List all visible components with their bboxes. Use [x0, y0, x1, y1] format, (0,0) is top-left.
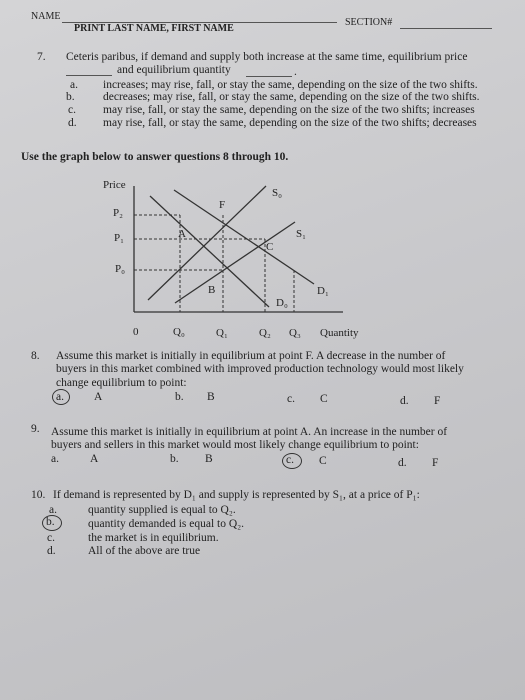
q9-number: 9.: [31, 423, 40, 435]
q10-option-c-text: the market is in equilibrium.: [88, 532, 219, 544]
point-label-a: A: [178, 228, 186, 240]
q10-option-a-letter: a.: [49, 504, 57, 516]
q8-option-b-text: B: [207, 391, 215, 403]
q9-option-d-letter: d.: [398, 457, 407, 469]
price-label-p2: P₂: [113, 207, 123, 219]
q7-number: 7.: [37, 51, 46, 63]
q10-option-d-text: All of the above are true: [88, 545, 201, 557]
q8-option-c-text: C: [320, 393, 328, 405]
q7-stem-line2: and equilibrium quantity: [117, 64, 231, 76]
q9-option-d-text: F: [432, 457, 439, 469]
q8-number: 8.: [31, 350, 40, 362]
section-label: SECTION#: [345, 17, 393, 28]
q9-option-a-letter: a.: [51, 453, 59, 465]
curve-label-d1: D₁: [317, 285, 329, 297]
supply-curve-s1: [175, 222, 295, 303]
point-label-c: C: [266, 241, 274, 253]
q9-stem-line2: buyers and sellers in this market would most likely change equilibrium to point:: [51, 439, 419, 451]
q9-option-c-letter: c.: [286, 454, 294, 466]
quantity-label-q1: Q₁: [216, 327, 228, 339]
curve-label-d0: D₀: [276, 297, 288, 309]
q10-option-d-letter: d.: [47, 545, 56, 557]
point-label-f: F: [219, 199, 226, 211]
q7-stem-line1: Ceteris paribus, if demand and supply both increase at the same time, equilibrium price: [66, 51, 468, 63]
price-label-p0: P₀: [115, 263, 125, 275]
q9-option-b-text: B: [205, 453, 213, 465]
q8-option-c-letter: c.: [287, 393, 295, 405]
q8-stem-line1: Assume this market is initially in equilibrium at point F. A decrease in the number of: [56, 350, 446, 362]
q10-option-c-letter: c.: [47, 532, 55, 544]
point-label-b: B: [208, 284, 216, 296]
q7-option-b-letter: b.: [66, 91, 75, 103]
q10-option-a-text: quantity supplied is equal to Q₂.: [88, 504, 236, 516]
y-axis-label: Price: [103, 179, 126, 191]
q8-option-a-letter: a.: [56, 391, 64, 403]
q9-stem-line1: Assume this market is initially in equilibrium at point A. An increase in the number of: [51, 426, 448, 438]
q8-option-d-text: F: [434, 395, 441, 407]
q9-option-a-text: A: [90, 453, 99, 465]
q7-option-d-letter: d.: [68, 117, 77, 129]
q9-option-c-text: C: [319, 455, 327, 467]
name-label: NAME: [31, 11, 61, 22]
q10-number: 10.: [31, 489, 46, 501]
q7-option-d-text: may rise, fall, or stay the same, depending on the size of the two shifts; decreases: [103, 117, 477, 129]
quantity-label-q0: Q₀: [173, 326, 185, 338]
q8-stem-line3: change equilibrium to point:: [56, 377, 187, 389]
q9-option-b-letter: b.: [170, 453, 179, 465]
q7-option-a-letter: a.: [70, 79, 78, 91]
origin-label: 0: [133, 326, 139, 338]
curve-label-s1: S₁: [296, 228, 306, 240]
q8-option-d-letter: d.: [400, 395, 409, 407]
q10-option-b-text: quantity demanded is equal to Q₂.: [88, 518, 245, 530]
q7-option-c-text: may rise, fall, or stay the same, depending on the size of the two shifts; increases: [103, 104, 475, 116]
price-label-p1: P₁: [114, 232, 124, 244]
graph-instruction: Use the graph below to answer questions 8 through 10.: [21, 151, 289, 163]
q7-option-a-text: increases; may rise, fall, or stay the same, depending on the size of the two shifts.: [103, 79, 478, 91]
quantity-label-q3: Q₃: [289, 327, 301, 339]
curve-label-s0: S₀: [272, 187, 282, 199]
q8-stem-line2: buyers in this market combined with improved production technology would most likely: [56, 363, 464, 375]
q7-stem-end: .: [294, 66, 297, 78]
q8-option-a-text: A: [94, 391, 103, 403]
q8-option-b-letter: b.: [175, 391, 184, 403]
supply-curve-s0: [148, 186, 266, 300]
x-axis-label: Quantity: [320, 327, 359, 339]
q7-option-c-letter: c.: [68, 104, 76, 116]
q7-option-b-text: decreases; may rise, fall, or stay the same, depending on the size of the two shifts.: [103, 91, 480, 103]
quantity-label-q2: Q₂: [259, 327, 271, 339]
q10-option-b-letter: b.: [46, 516, 55, 528]
q10-stem-line1: If demand is represented by D₁ and supply is represented by S₁, at a price of P₁:: [53, 489, 420, 501]
print-name-label: PRINT LAST NAME, FIRST NAME: [74, 23, 234, 34]
